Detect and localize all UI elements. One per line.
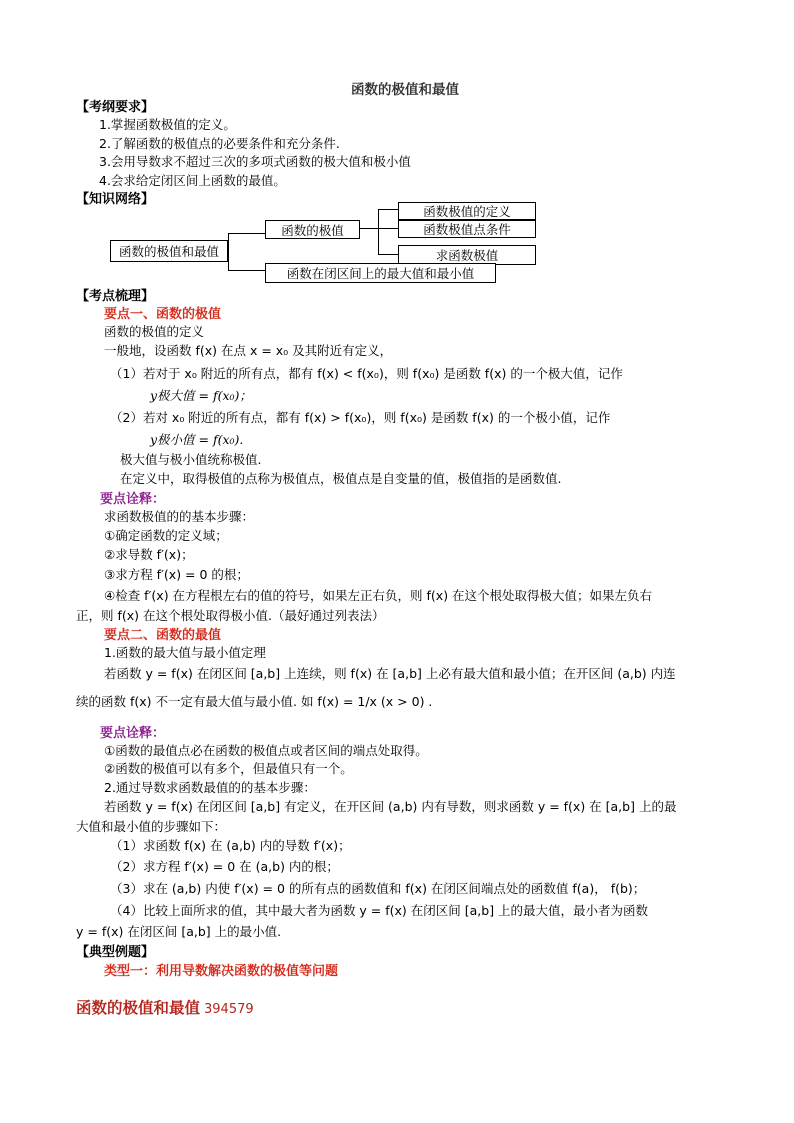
- diagram-connector: [378, 209, 379, 255]
- point2-step1: （1）求函数 f(x) 在 (a,b) 内的导数 f′(x)；: [110, 838, 351, 853]
- point1-item2: （2）若对 x₀ 附近的所有点，都有 f(x) > f(x₀)，则 f(x₀) 是函数 f(x) 的一个极小值，记作: [110, 410, 611, 425]
- point1-item1: （1）若对于 x₀ 附近的所有点，都有 f(x) < f(x₀)，则 f(x₀) 是函数 f(x) 的一个极大值，记作: [110, 366, 623, 381]
- page-title: 函数的极值和最值: [351, 82, 459, 98]
- point1-step4a: ④检查 f′(x) 在方程根左右的值的符号，如果左正右负，则 f(x) 在这个根处取得极大值；如果左负右: [104, 588, 653, 603]
- point1-step1: ①确定函数的定义域；: [104, 528, 228, 543]
- diagram-connector: [378, 209, 398, 210]
- type1-heading: 类型一：利用导数解决函数的极值等问题: [104, 964, 339, 979]
- section-points: 【考点梳理】: [76, 289, 155, 304]
- diagram-connector: [228, 233, 265, 234]
- point1-step2: ②求导数 f′(x)；: [104, 547, 194, 562]
- point2-heading: 要点二、函数的最值: [104, 628, 222, 643]
- point1-heading: 要点一、函数的极值: [104, 307, 222, 322]
- point2-step4a: （4）比较上面所求的值，其中最大者为函数 y = f(x) 在闭区间 [a,b] 上的最大值，最小者为函数: [110, 903, 649, 918]
- point2-step2: （2）求方程 f′(x) = 0 在 (a,b) 内的根；: [110, 859, 339, 874]
- diagram-condition-box: 函数极值点条件: [398, 220, 536, 238]
- point2-steps-b: 大值和最小值的步骤如下：: [76, 819, 227, 834]
- point2-steps-a: 若函数 y = f(x) 在闭区间 [a,b] 有定义，在开区间 (a,b) 内有导数，则求函数 y = f(x) 在 [a,b] 上的最: [104, 799, 677, 814]
- requirement-4: 4.会求给定闭区间上函数的最值。: [99, 173, 286, 188]
- point1-step3: ③求方程 f′(x) = 0 的根；: [104, 567, 249, 582]
- requirement-1: 1.掌握函数极值的定义。: [99, 117, 236, 132]
- point2-step3: （3）求在 (a,b) 内使 f′(x) = 0 的所有点的函数值和 f(x) 在闭区间端点处的函数值 f(a)， f(b)；: [110, 881, 646, 896]
- diagram-connector: [378, 254, 398, 255]
- point2-steps-title: 2.通过导数求函数最值的的基本步骤：: [104, 780, 316, 795]
- diagram-root-box: 函数的极值和最值: [110, 240, 228, 262]
- point2-theorem-title: 1.函数的最大值与最小值定理: [104, 645, 266, 660]
- point1-intro: 一般地，设函数 f(x) 在点 x = x₀ 及其附近有定义，: [104, 343, 393, 358]
- diagram-definition-box: 函数极值的定义: [398, 202, 536, 220]
- diagram-maxmin-box: 函数在闭区间上的最大值和最小值: [265, 263, 496, 283]
- point2-theorem-a: 若函数 y = f(x) 在闭区间 [a,b] 上连续，则 f(x) 在 [a,b] 上必有最大值和最小值；在开区间 (a,b) 内连: [104, 666, 676, 681]
- footer-code: 394579: [204, 1002, 254, 1017]
- point2-step4b: y = f(x) 在闭区间 [a,b] 上的最小值.: [76, 924, 282, 939]
- diagram-connector: [228, 233, 229, 271]
- section-network: 【知识网络】: [76, 192, 155, 207]
- requirement-2: 2.了解函数的极值点的必要条件和充分条件.: [99, 136, 340, 151]
- point1-item2-formula: y极小值 = f(x₀).: [150, 432, 244, 447]
- requirement-3: 3.会用导数求不超过三次的多项式函数的极大值和极小值: [99, 154, 411, 169]
- footer-title: 函数的极值和最值: [76, 999, 201, 1017]
- point1-def-title: 函数的极值的定义: [104, 324, 205, 339]
- point1-note2: 在定义中，取得极值的点称为极值点，极值点是自变量的值，极值指的是函数值.: [120, 471, 562, 486]
- point2-theorem-b: 续的函数 f(x) 不一定有最大值与最小值. 如 f(x) = 1/x (x > 0) .: [76, 694, 433, 709]
- diagram-extremum-box: 函数的极值: [265, 220, 360, 239]
- footer-line: [76, 996, 254, 1018]
- point2-explain-1: ①函数的最值点必在函数的极值点或者区间的端点处取得。: [104, 743, 428, 758]
- diagram-connector: [360, 228, 398, 229]
- point1-step4b: 正，则 f(x) 在这个根处取得极小值.（最好通过列表法）: [76, 608, 385, 623]
- section-examples: 【典型例题】: [76, 945, 155, 960]
- diagram-connector: [228, 270, 265, 271]
- point1-item1-formula: y极大值 = f(x₀)；: [150, 388, 252, 403]
- diagram-find-box: 求函数极值: [398, 245, 536, 265]
- point1-note1: 极大值与极小值统称极值.: [120, 452, 262, 467]
- section-requirements: 【考纲要求】: [76, 100, 155, 115]
- point1-explain-heading: 要点诠释：: [100, 492, 166, 507]
- point2-explain-2: ②函数的极值可以有多个，但最值只有一个。: [104, 761, 353, 776]
- point1-steps-title: 求函数极值的的基本步骤：: [104, 509, 255, 524]
- point2-explain-heading: 要点诠释：: [100, 726, 166, 741]
